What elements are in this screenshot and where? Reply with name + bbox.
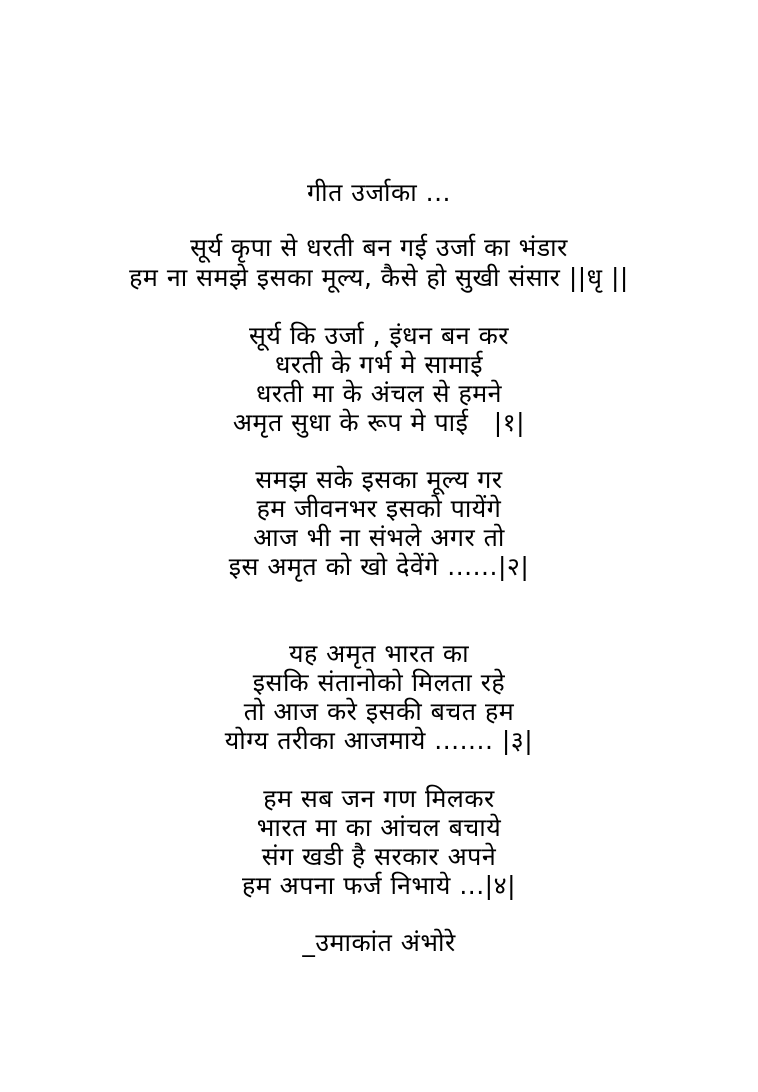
stanza2-line-4: इस अमृत को खो देवेंगे ......|२| <box>228 552 530 581</box>
stanza4-line-3: संग खडी है सरकार अपने <box>261 842 497 871</box>
stanza1-line-3: धरती मा के अंचल से हमने <box>255 379 503 408</box>
stanza3-line-4: योग्य तरीका आजमाये ....... |३| <box>224 726 534 755</box>
poem-title: गीत उर्जाका ... <box>307 178 451 207</box>
stanza2-line-3: आज भी ना संभले अगर तो <box>253 523 505 552</box>
stanza3-line-2: इसकि संतानोको मिलता रहे <box>252 668 506 697</box>
stanza3-line-3: तो आज करे इसकी बचत हम <box>243 697 515 726</box>
stanza1-line-1: सूर्य कि उर्जा , इंधन बन कर <box>248 321 510 350</box>
refrain-line-2: हम ना समझे इसका मूल्य, कैसे हो सुखी संसार ||धृ || <box>129 263 629 292</box>
stanza1-line-4: अमृत सुधा के रूप मे पाई |१| <box>232 408 526 437</box>
stanza1-line-2: धरती के गर्भ मे सामाई <box>275 350 483 379</box>
author-signature: _उमाकांत अंभोरे <box>302 928 456 957</box>
stanza2-line-1: समझ सके इसका मूल्य गर <box>255 465 503 494</box>
refrain-line-1: सूर्य कृपा से धरती बन गई उर्जा का भंडार <box>190 233 568 262</box>
stanza3-line-1: यह अमृत भारत का <box>288 639 470 668</box>
stanza4-line-4: हम अपना फर्ज निभाये ...|४| <box>241 871 517 900</box>
stanza2-line-2: हम जीवनभर इसको पायेंगे <box>256 494 502 523</box>
stanza4-line-2: भारत मा का आंचल बचाये <box>256 813 502 842</box>
stanza4-line-1: हम सब जन गण मिलकर <box>263 784 495 813</box>
